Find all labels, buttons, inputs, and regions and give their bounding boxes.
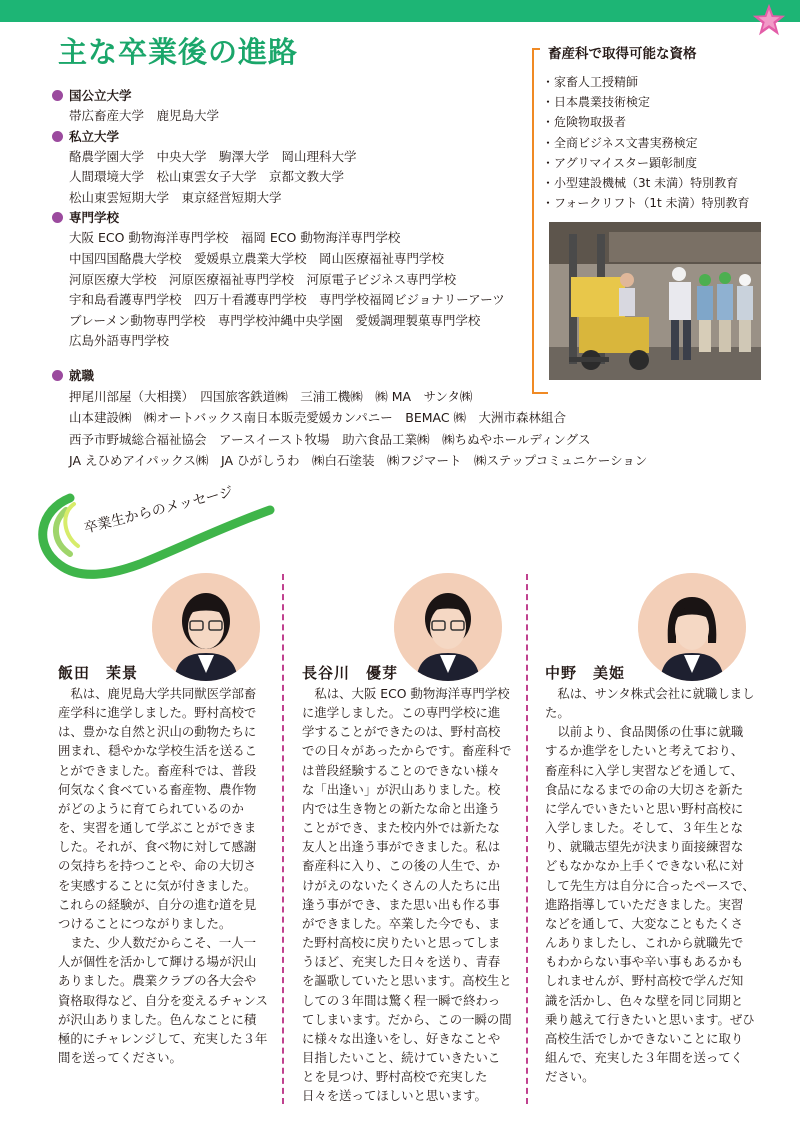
list-line: 河原医療大学校 河原医療福祉専門学校 河原電子ビジネス専門学校 (69, 271, 457, 287)
column-divider (526, 574, 528, 1104)
list-line: 大阪 ECO 動物海洋専門学校 福岡 ECO 動物海洋専門学校 (69, 230, 401, 246)
messages-title: 卒業生からのメッセージ (82, 484, 235, 537)
graduate-3-photo (638, 573, 746, 681)
qualifications-title: 畜産科で取得可能な資格 (548, 46, 697, 62)
list-line: 西予市野城総合福祉協会 アースイースト牧場 助六食品工業㈱ ㈱ちぬやホールディングス (69, 431, 591, 447)
graduate-2-message: 私は、大阪 ECO 動物海洋専門学校に進学しました。この専門学校に進学することができたのは、野村高校での日々があったからです。畜産科では普段経験することのできない様々な「出逢い」が沢山ありました。校内では生き物との新たな命と出逢うことができ、また校内外では新たな友人と出逢う事ができました。私は畜産科に入り、この後の人生で、かけがえのないたくさんの人たちに出逢う事ができ、また思い出も作る事ができました。卒業した今でも、また野村高校に戻りたいと思ってしまうほど、充実した日々を送り、青春を謳歌していたと思います。高校生としての３年間は驚く程一瞬で終わってしまいます。だから、この一瞬の間に様々な出逢いをし、好きなことや目指したいこと、続けていきたいことを見つけ、野村高校で充実した日々を送ってほしいと思います。 (302, 686, 512, 1104)
list-line: 広島外語専門学校 (69, 333, 170, 349)
graduate-2-name: 長谷川 優芽 (302, 664, 399, 682)
list-line: 松山東雲短期大学 東京経営短期大学 (69, 189, 282, 205)
category-private-universities: 私立大学 (52, 127, 772, 147)
bullet-dot (52, 212, 63, 223)
forklift-training-photo (549, 222, 761, 380)
column-divider (282, 574, 284, 1104)
list-item: ・フォークリフト（1t 未満）特別教育 (542, 196, 750, 211)
graduate-3-message: 私は、サンタ株式会社に就職しました。 以前より、食品関係の仕事に就職するか進学をしたいと考えており、畜産科に入学し実習などを通して、食品になるまでの命の大切さを新たに学んでいきたいと思い野村高校に入学しました。そして、３年生となり、就職志望先が決まり面接練習などもなかなか上手くできない私に対して先生方は自分に合ったペースで、進路指導していただきました。実習などを通して、大変なこともたくさんありましたし、これから就職先でもわからない事や辛い事もあるかもしれませんが、野村高校で学んだ知識を活かし、色々な壁を同じ同期と乗り越えて行きたいと思います。ぜひ高校生活でしかできないことに取り組んで、充実した３年間を送ってください。 (545, 686, 755, 1085)
qualifications-list (542, 72, 750, 213)
star-icon (750, 2, 788, 40)
list-item: ・小型建設機械（3t 未満）特別教育 (542, 175, 739, 190)
list-item: ・日本農業技術検定 (542, 95, 651, 110)
bullet-dot (52, 370, 63, 381)
list-item: ・危険物取扱者 (542, 115, 627, 130)
bullet-dot (52, 131, 63, 142)
graduate-1-photo (152, 573, 260, 681)
bullet-dot (52, 90, 63, 101)
list-line: 中国四国酪農大学校 愛媛県立農業大学校 岡山医療福祉専門学校 (69, 250, 445, 266)
list-line: 帯広畜産大学 鹿児島大学 (69, 108, 220, 123)
graduate-1-message: 私は、鹿児島大学共同獣医学部畜産学科に進学しました。野村高校では、豊かな自然と沢山の動物たちに囲まれ、穏やかな学校生活を送ることができました。畜産科では、普段何気なく食べている畜産物、農作物がどのように育てられているのかを、実習を通して学ぶことができました。それが、食べ物に対して感謝の気持ちを持つことや、命の大切さを実感することに気が付きました。これらの経験が、自分の進む道を見つけることにつながりました。 また、少人数だからこそ、一人一人が個性を活かして輝ける場が沢山ありました。農業クラブの各大会や資格取得など、自分を変えるチャンスが沢山ありました。色んなことに積極的にチャレンジして、充実した３年間を送ってください。 (58, 686, 268, 1065)
graduate-3-name: 中野 美姫 (545, 664, 626, 682)
list-line: 押尾川部屋（大相撲） 四国旅客鉄道㈱ 三浦工機㈱ ㈱ MA サンタ㈱ (69, 388, 473, 404)
graduate-2-photo (394, 573, 502, 681)
list-item: ・全商ビジネス文書実務検定 (542, 135, 698, 150)
list-line: 宇和島看護専門学校 四万十看護専門学校 専門学校福岡ビジョナリーアーツ (69, 292, 505, 308)
list-line: 山本建設㈱ ㈱オートバックス南日本販売愛媛カンパニー BEMAC ㈱ 大洲市森林組合 (69, 410, 567, 426)
graduate-1-name: 飯田 茉景 (58, 664, 139, 682)
list-item: ・家畜人工授精師 (542, 75, 639, 89)
list-item: ・アグリマイスター顕彰制度 (542, 155, 698, 170)
page-title: 主な卒業後の進路 (58, 35, 299, 69)
messages-header (30, 484, 290, 590)
list-line: JA えひめアイパックス㈱ JA ひがしうわ ㈱白石塗装 ㈱フジマート ㈱ステップコミュニケーション (69, 453, 648, 469)
list-line: 酪農学園大学 中央大学 駒澤大学 岡山理科大学 (69, 148, 357, 164)
category-vocational-schools: 専門学校 (52, 208, 772, 228)
qualifications-box (530, 38, 780, 396)
list-line: 人間環境大学 松山東雲女子大学 京都文教大学 (69, 169, 345, 185)
category-employment: 就職 (52, 366, 772, 386)
top-accent-bar (0, 0, 800, 22)
list-line: ブレーメン動物専門学校 専門学校沖縄中央学園 愛媛調理製菓専門学校 (69, 312, 481, 328)
category-national-universities: 国公立大学 (52, 86, 772, 106)
